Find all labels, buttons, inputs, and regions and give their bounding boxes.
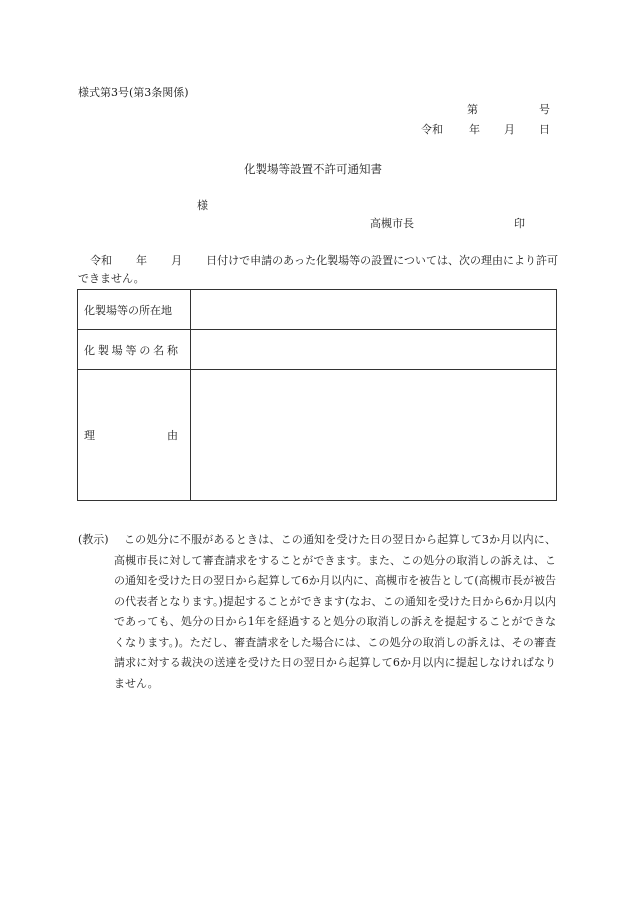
name-label-char: 称 [166,343,178,357]
name-label-char: 製 [97,343,109,357]
date-era: 令和 [421,123,443,136]
notice-head: (教示) [78,533,109,546]
table-row-location [78,290,557,330]
location-field[interactable] [191,290,557,330]
doc-number-prefix: 第 [467,103,478,116]
reason-label-char: 由 [167,429,178,442]
name-field[interactable] [191,330,557,370]
table-row-reason [78,370,557,501]
intro-year: 年 [136,254,148,267]
intro-era: 令和 [90,254,113,267]
intro-paragraph [78,252,558,288]
intro-month: 月 [171,254,183,267]
reason-label-char: 理 [84,429,95,442]
document-title: 化製場等設置不許可通知書 [244,162,382,176]
date-year: 年 [469,123,480,136]
reason-field[interactable] [191,370,557,501]
reason-label-cell [78,370,191,501]
issuer-seal: 印 [514,217,525,230]
form-number: 様式第3号(第3条関係) [78,86,189,99]
doc-number-suffix: 号 [539,103,550,116]
name-label-char: 等 [125,343,137,357]
notice-body: この処分に不服があるときは、この通知を受けた日の翌日から起算して3か月以内に、高槻市長に対して審査請求をすることができます。また、この処分の取消しの訴えは、この通知を受けた日の翌日から起算して6か月以内に、高槻市を被告として(高槻市長が被告の代表者となります。)提起することができます(なお、この通知を受けた日から6か月以内であっても、処分の日から1年を経過すると処分の取消しの訴えを提起することができなくなります。)。ただし、審査請求をした場合には、この処分の取消しの訴えは、その審査請求に対する裁決の送達を受けた日の翌日から起算して6か月以内に提起しなければなりません。 [114,533,556,690]
name-label-cell [78,330,191,370]
location-label: 化製場等の所在地 [78,290,191,330]
name-label-char: 化 [84,343,95,357]
issuer-name: 高槻市長 [370,217,414,230]
addressee-suffix: 様 [197,199,208,212]
name-label-char: 名 [153,343,165,357]
date-month: 月 [504,123,515,136]
table-row-name [78,330,557,370]
intro-text: 日付けで申請のあった化製場等の設置については、次の理由により許可できません。 [78,254,559,285]
name-label-char: の [139,343,151,357]
form-table [77,289,557,501]
date-day: 日 [539,123,550,136]
name-label-char: 場 [111,343,123,357]
